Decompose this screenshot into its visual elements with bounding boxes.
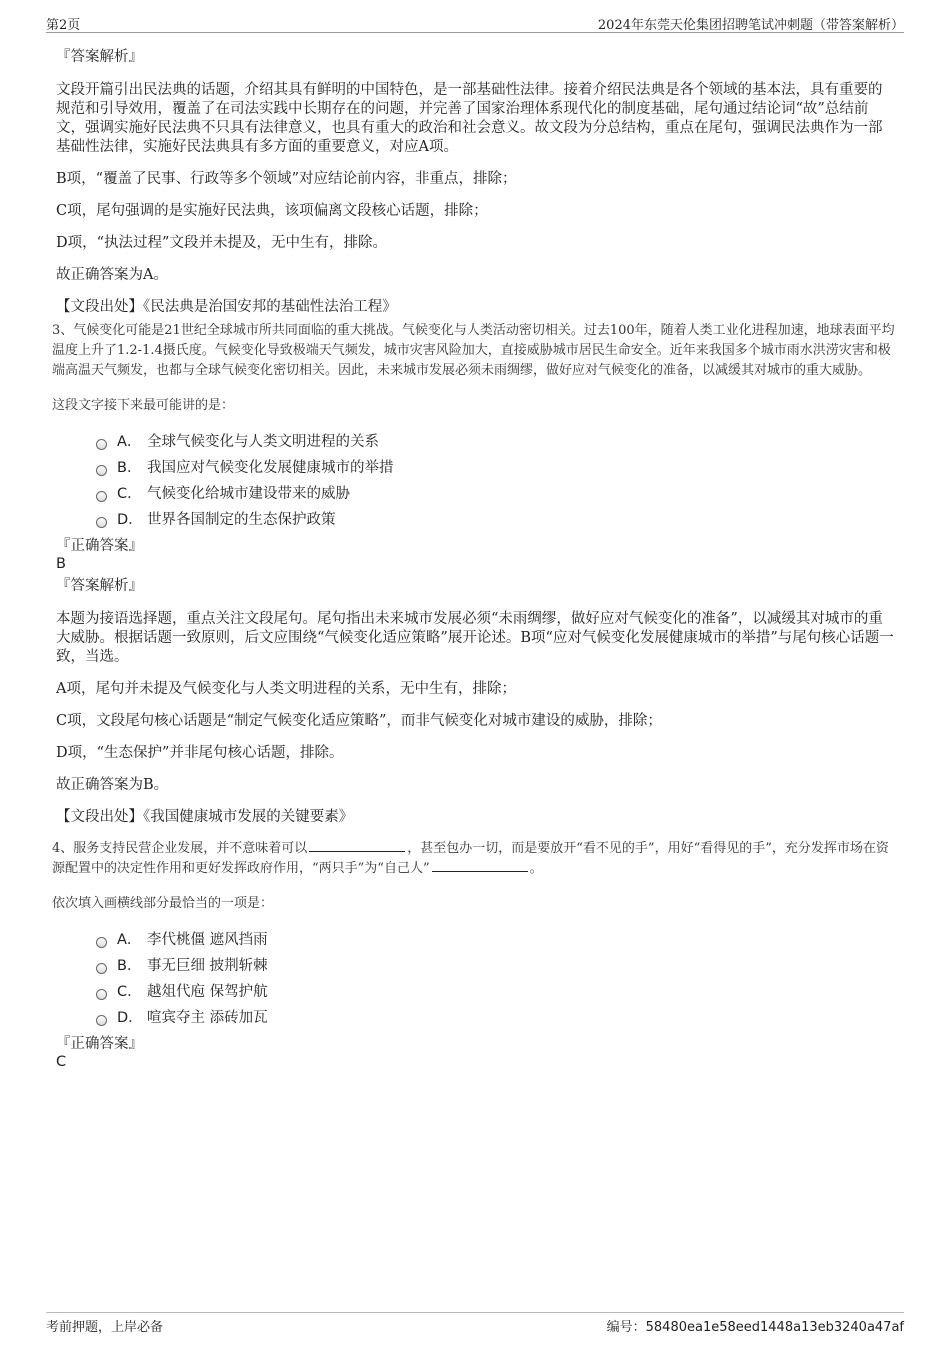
radio-icon[interactable]	[96, 465, 107, 476]
q2-analysis-d: D项，“执法过程”文段并未提及，无中生有，排除。	[56, 235, 387, 251]
fill-blank-2	[432, 859, 528, 872]
q4-option-a[interactable]	[96, 927, 896, 953]
document-title: 2024年东莞天伦集团招聘笔试冲刺题（带答案解析）	[597, 18, 904, 33]
page-number: 第2页	[46, 18, 81, 33]
option-text: 我国应对气候变化发展健康城市的举措	[147, 460, 394, 476]
q3-options	[96, 429, 896, 533]
option-letter: A．	[117, 434, 142, 450]
q3-analysis-label: 『答案解析』	[56, 578, 143, 594]
option-letter: B．	[117, 958, 142, 974]
q3-analysis-c: C项，文段尾句核心话题是“制定气候变化适应策略”，而非气候变化对城市建设的威胁，排除；	[56, 713, 662, 729]
q2-conclusion: 故正确答案为A。	[56, 267, 168, 283]
q3-analysis-main: 本题为接语选择题，重点关注文段尾句。尾句指出未来城市发展必须“未雨绸缪，做好应对气候变化的准备”，以减缓其对城市的重大威胁。根据话题一致原则，后文应围绕“气候变化适应策略”展开论述。B项“应对气候变化发展健康城市的举措”与尾句核心话题一致，当选。	[56, 611, 894, 665]
q2-analysis-c: C项，尾句强调的是实施好民法典，该项偏离文段核心话题，排除；	[56, 203, 488, 219]
radio-icon[interactable]	[96, 937, 107, 948]
q3-stem: 3、气候变化可能是21世纪全球城市所共同面临的重大挑战。气候变化与人类活动密切相关。过去100年，随着人类工业化进程加速，地球表面平均温度上升了1.2-1.4摄氏度。气候变化导致极端天气频发，城市灾害风险加大，直接威胁城市居民生命安全。近年来我国多个城市雨水洪涝灾害和极端高温天气频发，也都与全球气候变化密切相关。因此，未来城市发展必须未雨绸缪，做好应对气候变化的准备，以减缓其对城市的重大威胁。	[52, 323, 895, 378]
radio-icon[interactable]	[96, 1015, 107, 1026]
q3-option-a[interactable]	[96, 429, 896, 455]
fill-blank-1	[309, 839, 405, 852]
q2-analysis-label: 『答案解析』	[56, 49, 143, 65]
option-letter: D．	[117, 512, 143, 528]
q3-conclusion: 故正确答案为B。	[56, 777, 169, 793]
q3-answer-label: 『正确答案』	[56, 538, 143, 554]
q4-stem-part2: ，甚至包办一切，而是要放开“看不见的手”，用好“看得见的手”，充分发挥市场在资源配置中的决定性作用和更好发挥政府作用，“两只手”为“自己人”	[52, 841, 889, 876]
q4-option-c[interactable]	[96, 979, 896, 1005]
footer-slogan: 考前押题，上岸必备	[46, 1320, 164, 1335]
q3-option-c[interactable]	[96, 481, 896, 507]
option-text: 世界各国制定的生态保护政策	[147, 512, 336, 528]
option-letter: C．	[117, 486, 142, 502]
q3-answer: B	[56, 556, 66, 572]
option-letter: C．	[117, 984, 142, 1000]
option-text: 喧宾夺主 添砖加瓦	[147, 1010, 268, 1026]
q4-prompt: 依次填入画横线部分最恰当的一项是：	[52, 896, 274, 911]
q2-source: 【文段出处】《民法典是治国安邦的基础性法治工程》	[56, 299, 397, 315]
option-letter: B．	[117, 460, 142, 476]
option-letter: A．	[117, 932, 142, 948]
option-text: 全球气候变化与人类文明进程的关系	[147, 434, 379, 450]
q4-option-d[interactable]	[96, 1005, 896, 1031]
q3-source: 【文段出处】《我国健康城市发展的关键要素》	[56, 809, 354, 825]
page-content	[52, 46, 896, 1071]
page-header	[46, 14, 904, 33]
q4-options	[96, 927, 896, 1031]
q4-stem-part1: 4、服务支持民营企业发展，并不意味着可以	[52, 841, 308, 856]
q4-answer-label: 『正确答案』	[56, 1036, 143, 1052]
q3-analysis-a: A项，尾句并未提及气候变化与人类文明进程的关系，无中生有，排除；	[56, 681, 516, 697]
option-text: 李代桃僵 遮风挡雨	[147, 932, 268, 948]
radio-icon[interactable]	[96, 517, 107, 528]
radio-icon[interactable]	[96, 989, 107, 1000]
option-letter: D．	[117, 1010, 143, 1026]
option-text: 事无巨细 披荆斩棘	[147, 958, 268, 974]
q3-analysis-d: D项，“生态保护”并非尾句核心话题，排除。	[56, 745, 344, 761]
q4-stem-part3: 。	[529, 861, 543, 876]
page-footer	[46, 1312, 904, 1335]
radio-icon[interactable]	[96, 963, 107, 974]
q4-stem	[52, 839, 896, 879]
option-text: 越俎代庖 保驾护航	[147, 984, 268, 1000]
q3-option-b[interactable]	[96, 455, 896, 481]
q4-answer: C	[56, 1054, 67, 1070]
q2-analysis-b: B项，“覆盖了民事、行政等多个领域”对应结论前内容，非重点，排除；	[56, 171, 517, 187]
radio-icon[interactable]	[96, 491, 107, 502]
document-id: 编号：58480ea1e58eed1448a13eb3240a47af	[606, 1320, 904, 1335]
q2-analysis-main: 文段开篇引出民法典的话题，介绍其具有鲜明的中国特色，是一部基础性法律。接着介绍民法典是各个领域的基本法，具有重要的规范和引导效用，覆盖了在司法实践中长期存在的问题，并完善了国家治理体系现代化的制度基础，尾句通过结论词“故”总结前文，强调实施好民法典不只具有法律意义，也具有重大的政治和社会意义。故文段为分总结构，重点在尾句，强调民法典作为一部基础性法律，实施好民法典具有多方面的重要意义，对应A项。	[56, 82, 883, 155]
q4-option-b[interactable]	[96, 953, 896, 979]
q3-option-d[interactable]	[96, 507, 896, 533]
option-text: 气候变化给城市建设带来的威胁	[147, 486, 350, 502]
q3-prompt: 这段文字接下来最可能讲的是：	[52, 398, 235, 413]
radio-icon[interactable]	[96, 439, 107, 450]
